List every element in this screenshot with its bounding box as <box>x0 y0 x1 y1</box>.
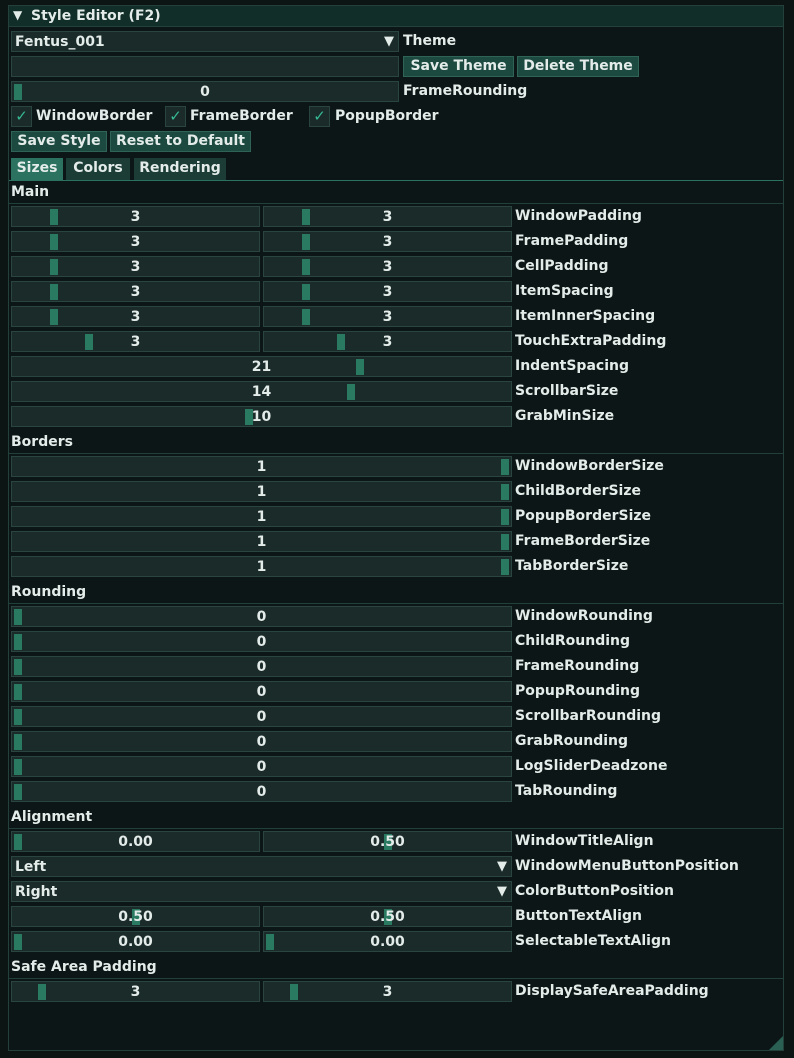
window-rounding-label: WindowRounding <box>515 608 653 624</box>
slider-value: 3 <box>382 209 393 225</box>
selectable-text-align-label: SelectableTextAlign <box>515 933 671 949</box>
window-title: Style Editor (F2) <box>31 8 161 24</box>
selectable-text-align-y-slider[interactable] <box>263 931 512 952</box>
window-padding-row <box>11 206 781 228</box>
style-buttons-row <box>11 131 781 153</box>
child-border-size-row <box>11 481 781 503</box>
window-menu-button-position-label: WindowMenuButtonPosition <box>515 858 739 874</box>
touch-extra-padding-row <box>11 331 781 353</box>
log-slider-deadzone-label: LogSliderDeadzone <box>515 758 668 774</box>
slider-value: 0 <box>256 684 267 700</box>
display-safe-area-padding-row <box>11 981 781 1003</box>
slider-value: 21 <box>251 359 272 375</box>
slider-value: 0.50 <box>370 909 405 925</box>
slider-value: 3 <box>130 259 141 275</box>
slider-value: 3 <box>130 284 141 300</box>
tab-colors[interactable]: Colors <box>66 158 130 180</box>
theme-name-input[interactable] <box>11 56 399 77</box>
frame-border-size-label: FrameBorderSize <box>515 533 651 549</box>
section-rounding: Rounding <box>11 584 87 600</box>
window-rounding-row <box>11 606 781 628</box>
window-border-size-slider[interactable] <box>11 456 512 477</box>
frame-padding-x-slider[interactable] <box>11 231 260 252</box>
separator <box>9 453 783 454</box>
slider-value: 1 <box>256 459 267 475</box>
section-safe-area-padding: Safe Area Padding <box>11 959 157 975</box>
grab-rounding-row <box>11 731 781 753</box>
button-text-align-row <box>11 906 781 928</box>
slider-value: 3 <box>382 284 393 300</box>
item-inner-spacing-label: ItemInnerSpacing <box>515 308 656 324</box>
frame-border-size-row <box>11 531 781 553</box>
cell-padding-row <box>11 256 781 278</box>
button-text-align-x-slider[interactable] <box>11 906 260 927</box>
section-main: Main <box>11 184 50 200</box>
log-slider-deadzone-row <box>11 756 781 778</box>
chevron-down-icon: ▼ <box>384 34 394 49</box>
button-text-align-label: ButtonTextAlign <box>515 908 642 924</box>
popup-border-size-slider[interactable] <box>11 506 512 527</box>
save-style-button[interactable]: Save Style <box>11 131 107 152</box>
slider-value: 1 <box>256 509 267 525</box>
slider-value: 3 <box>130 209 141 225</box>
window-menu-button-position-combo[interactable] <box>11 856 512 877</box>
indent-spacing-slider[interactable] <box>11 356 512 377</box>
tab-rounding-label: TabRounding <box>515 783 618 799</box>
theme-row <box>11 31 781 53</box>
tab-border-size-label: TabBorderSize <box>515 558 629 574</box>
scrollbar-size-label: ScrollbarSize <box>515 383 619 399</box>
slider-value: 3 <box>130 984 141 1000</box>
separator <box>9 978 783 979</box>
indent-spacing-row <box>11 356 781 378</box>
scrollbar-rounding-label: ScrollbarRounding <box>515 708 662 724</box>
item-inner-spacing-x-slider[interactable] <box>11 306 260 327</box>
frame-border-label: FrameBorder <box>190 108 293 124</box>
slider-value: 1 <box>256 559 267 575</box>
window-padding-label: WindowPadding <box>515 208 642 224</box>
slider-value: 3 <box>382 234 393 250</box>
window-border-label: WindowBorder <box>36 108 153 124</box>
combo-value: Right <box>15 884 58 900</box>
grab-min-size-slider[interactable] <box>11 406 512 427</box>
section-borders: Borders <box>11 434 73 450</box>
frame-rounding-label: FrameRounding <box>403 83 528 99</box>
theme-name-row <box>11 56 781 78</box>
touch-extra-padding-x-slider[interactable] <box>11 331 260 352</box>
child-border-size-label: ChildBorderSize <box>515 483 641 499</box>
slider-value: 0 <box>256 734 267 750</box>
theme-label: Theme <box>403 33 457 49</box>
slider-value: 0.00 <box>118 934 153 950</box>
item-inner-spacing-y-slider[interactable] <box>263 306 512 327</box>
window-title-align-y-slider[interactable] <box>263 831 512 852</box>
color-button-position-combo[interactable] <box>11 881 512 902</box>
save-theme-button[interactable]: Save Theme <box>403 56 514 77</box>
popup-rounding-slider[interactable] <box>11 681 512 702</box>
theme-frame-rounding-slider[interactable] <box>11 81 399 102</box>
slider-value: 3 <box>382 309 393 325</box>
slider-value: 0 <box>256 784 267 800</box>
popup-border-label: PopupBorder <box>335 108 439 124</box>
window-title-align-row <box>11 831 781 853</box>
popup-rounding-row <box>11 681 781 703</box>
tab-bar <box>11 158 781 180</box>
border-checkbox-row <box>11 106 781 128</box>
popup-border-checkbox[interactable]: ✓ <box>309 106 330 127</box>
log-slider-deadzone-slider[interactable] <box>11 756 512 777</box>
slider-value: 0.50 <box>118 909 153 925</box>
slider-value: 3 <box>382 334 393 350</box>
slider-value: 0 <box>256 659 267 675</box>
window-menu-button-position-row <box>11 856 781 878</box>
slider-value: 3 <box>382 984 393 1000</box>
slider-value: 0.00 <box>118 834 153 850</box>
window-padding-y-slider[interactable] <box>263 206 512 227</box>
slider-value: 0 <box>256 759 267 775</box>
selectable-text-align-row <box>11 931 781 953</box>
slider-value: 0.50 <box>370 834 405 850</box>
tab-underline <box>9 180 783 181</box>
frame-rounding-row <box>11 656 781 678</box>
tab-rounding-row <box>11 781 781 803</box>
scrollbar-size-slider[interactable] <box>11 381 512 402</box>
theme-frame-rounding-row <box>11 81 781 103</box>
frame-border-checkbox[interactable]: ✓ <box>165 106 186 127</box>
display-safe-area-padding-y-slider[interactable] <box>263 981 512 1002</box>
popup-border-size-row <box>11 506 781 528</box>
grab-min-size-label: GrabMinSize <box>515 408 615 424</box>
item-spacing-row <box>11 281 781 303</box>
title-bar[interactable] <box>9 6 783 27</box>
window-padding-x-slider[interactable] <box>11 206 260 227</box>
grab-rounding-label: GrabRounding <box>515 733 629 749</box>
window-title-align-x-slider[interactable] <box>11 831 260 852</box>
theme-combo[interactable] <box>11 31 399 52</box>
separator <box>9 203 783 204</box>
slider-value: 0 <box>256 609 267 625</box>
cell-padding-y-slider[interactable] <box>263 256 512 277</box>
indent-spacing-label: IndentSpacing <box>515 358 629 374</box>
frame-padding-label: FramePadding <box>515 233 629 249</box>
grab-min-size-row <box>11 406 781 428</box>
scrollbar-rounding-slider[interactable] <box>11 706 512 727</box>
item-spacing-label: ItemSpacing <box>515 283 614 299</box>
reset-to-default-button[interactable]: Reset to Default <box>110 131 251 152</box>
slider-value: 0 <box>256 634 267 650</box>
item-inner-spacing-row <box>11 306 781 328</box>
frame-rounding-slider[interactable] <box>11 656 512 677</box>
item-spacing-y-slider[interactable] <box>263 281 512 302</box>
display-safe-area-padding-label: DisplaySafeAreaPadding <box>515 983 709 999</box>
color-button-position-label: ColorButtonPosition <box>515 883 674 899</box>
delete-theme-button[interactable]: Delete Theme <box>517 56 639 77</box>
child-rounding-label: ChildRounding <box>515 633 631 649</box>
window-rounding-slider[interactable] <box>11 606 512 627</box>
touch-extra-padding-y-slider[interactable] <box>263 331 512 352</box>
scrollbar-size-row <box>11 381 781 403</box>
tab-rendering[interactable]: Rendering <box>134 158 226 180</box>
theme-combo-value: Fentus_001 <box>15 34 105 50</box>
chevron-down-icon: ▼ <box>497 859 507 874</box>
item-spacing-x-slider[interactable] <box>11 281 260 302</box>
slider-value: 1 <box>256 534 267 550</box>
cell-padding-label: CellPadding <box>515 258 609 274</box>
color-button-position-row <box>11 881 781 903</box>
frame-border-size-slider[interactable] <box>11 531 512 552</box>
section-alignment: Alignment <box>11 809 93 825</box>
frame-rounding-row-label: FrameRounding <box>515 658 640 674</box>
frame-padding-row <box>11 231 781 253</box>
scrollbar-rounding-row <box>11 706 781 728</box>
style-editor-window <box>8 5 784 1051</box>
slider-value: 0.00 <box>370 934 405 950</box>
combo-value: Left <box>15 859 47 875</box>
selectable-text-align-x-slider[interactable] <box>11 931 260 952</box>
slider-value: 1 <box>256 484 267 500</box>
window-border-size-label: WindowBorderSize <box>515 458 664 474</box>
popup-border-size-label: PopupBorderSize <box>515 508 652 524</box>
slider-value: 0 <box>256 709 267 725</box>
separator <box>9 828 783 829</box>
chevron-down-icon: ▼ <box>497 884 507 899</box>
slider-value: 3 <box>382 259 393 275</box>
slider-value: 3 <box>130 234 141 250</box>
resize-grip-icon[interactable] <box>769 1036 783 1050</box>
slider-value: 10 <box>251 409 272 425</box>
tab-rounding-slider[interactable] <box>11 781 512 802</box>
slider-value: 14 <box>251 384 272 400</box>
touch-extra-padding-label: TouchExtraPadding <box>515 333 667 349</box>
popup-rounding-label: PopupRounding <box>515 683 641 699</box>
collapse-triangle-icon[interactable]: ▼ <box>13 8 23 22</box>
window-border-size-row <box>11 456 781 478</box>
child-border-size-slider[interactable] <box>11 481 512 502</box>
cell-padding-x-slider[interactable] <box>11 256 260 277</box>
grab-rounding-slider[interactable] <box>11 731 512 752</box>
child-rounding-row <box>11 631 781 653</box>
tab-border-size-slider[interactable] <box>11 556 512 577</box>
separator <box>9 603 783 604</box>
display-safe-area-padding-x-slider[interactable] <box>11 981 260 1002</box>
slider-value: 3 <box>130 309 141 325</box>
slider-value: 0 <box>200 84 210 100</box>
button-text-align-y-slider[interactable] <box>263 906 512 927</box>
window-title-align-label: WindowTitleAlign <box>515 833 654 849</box>
tab-border-size-row <box>11 556 781 578</box>
window-border-checkbox[interactable]: ✓ <box>11 106 32 127</box>
child-rounding-slider[interactable] <box>11 631 512 652</box>
tab-sizes[interactable]: Sizes <box>11 158 63 180</box>
frame-padding-y-slider[interactable] <box>263 231 512 252</box>
slider-value: 3 <box>130 334 141 350</box>
